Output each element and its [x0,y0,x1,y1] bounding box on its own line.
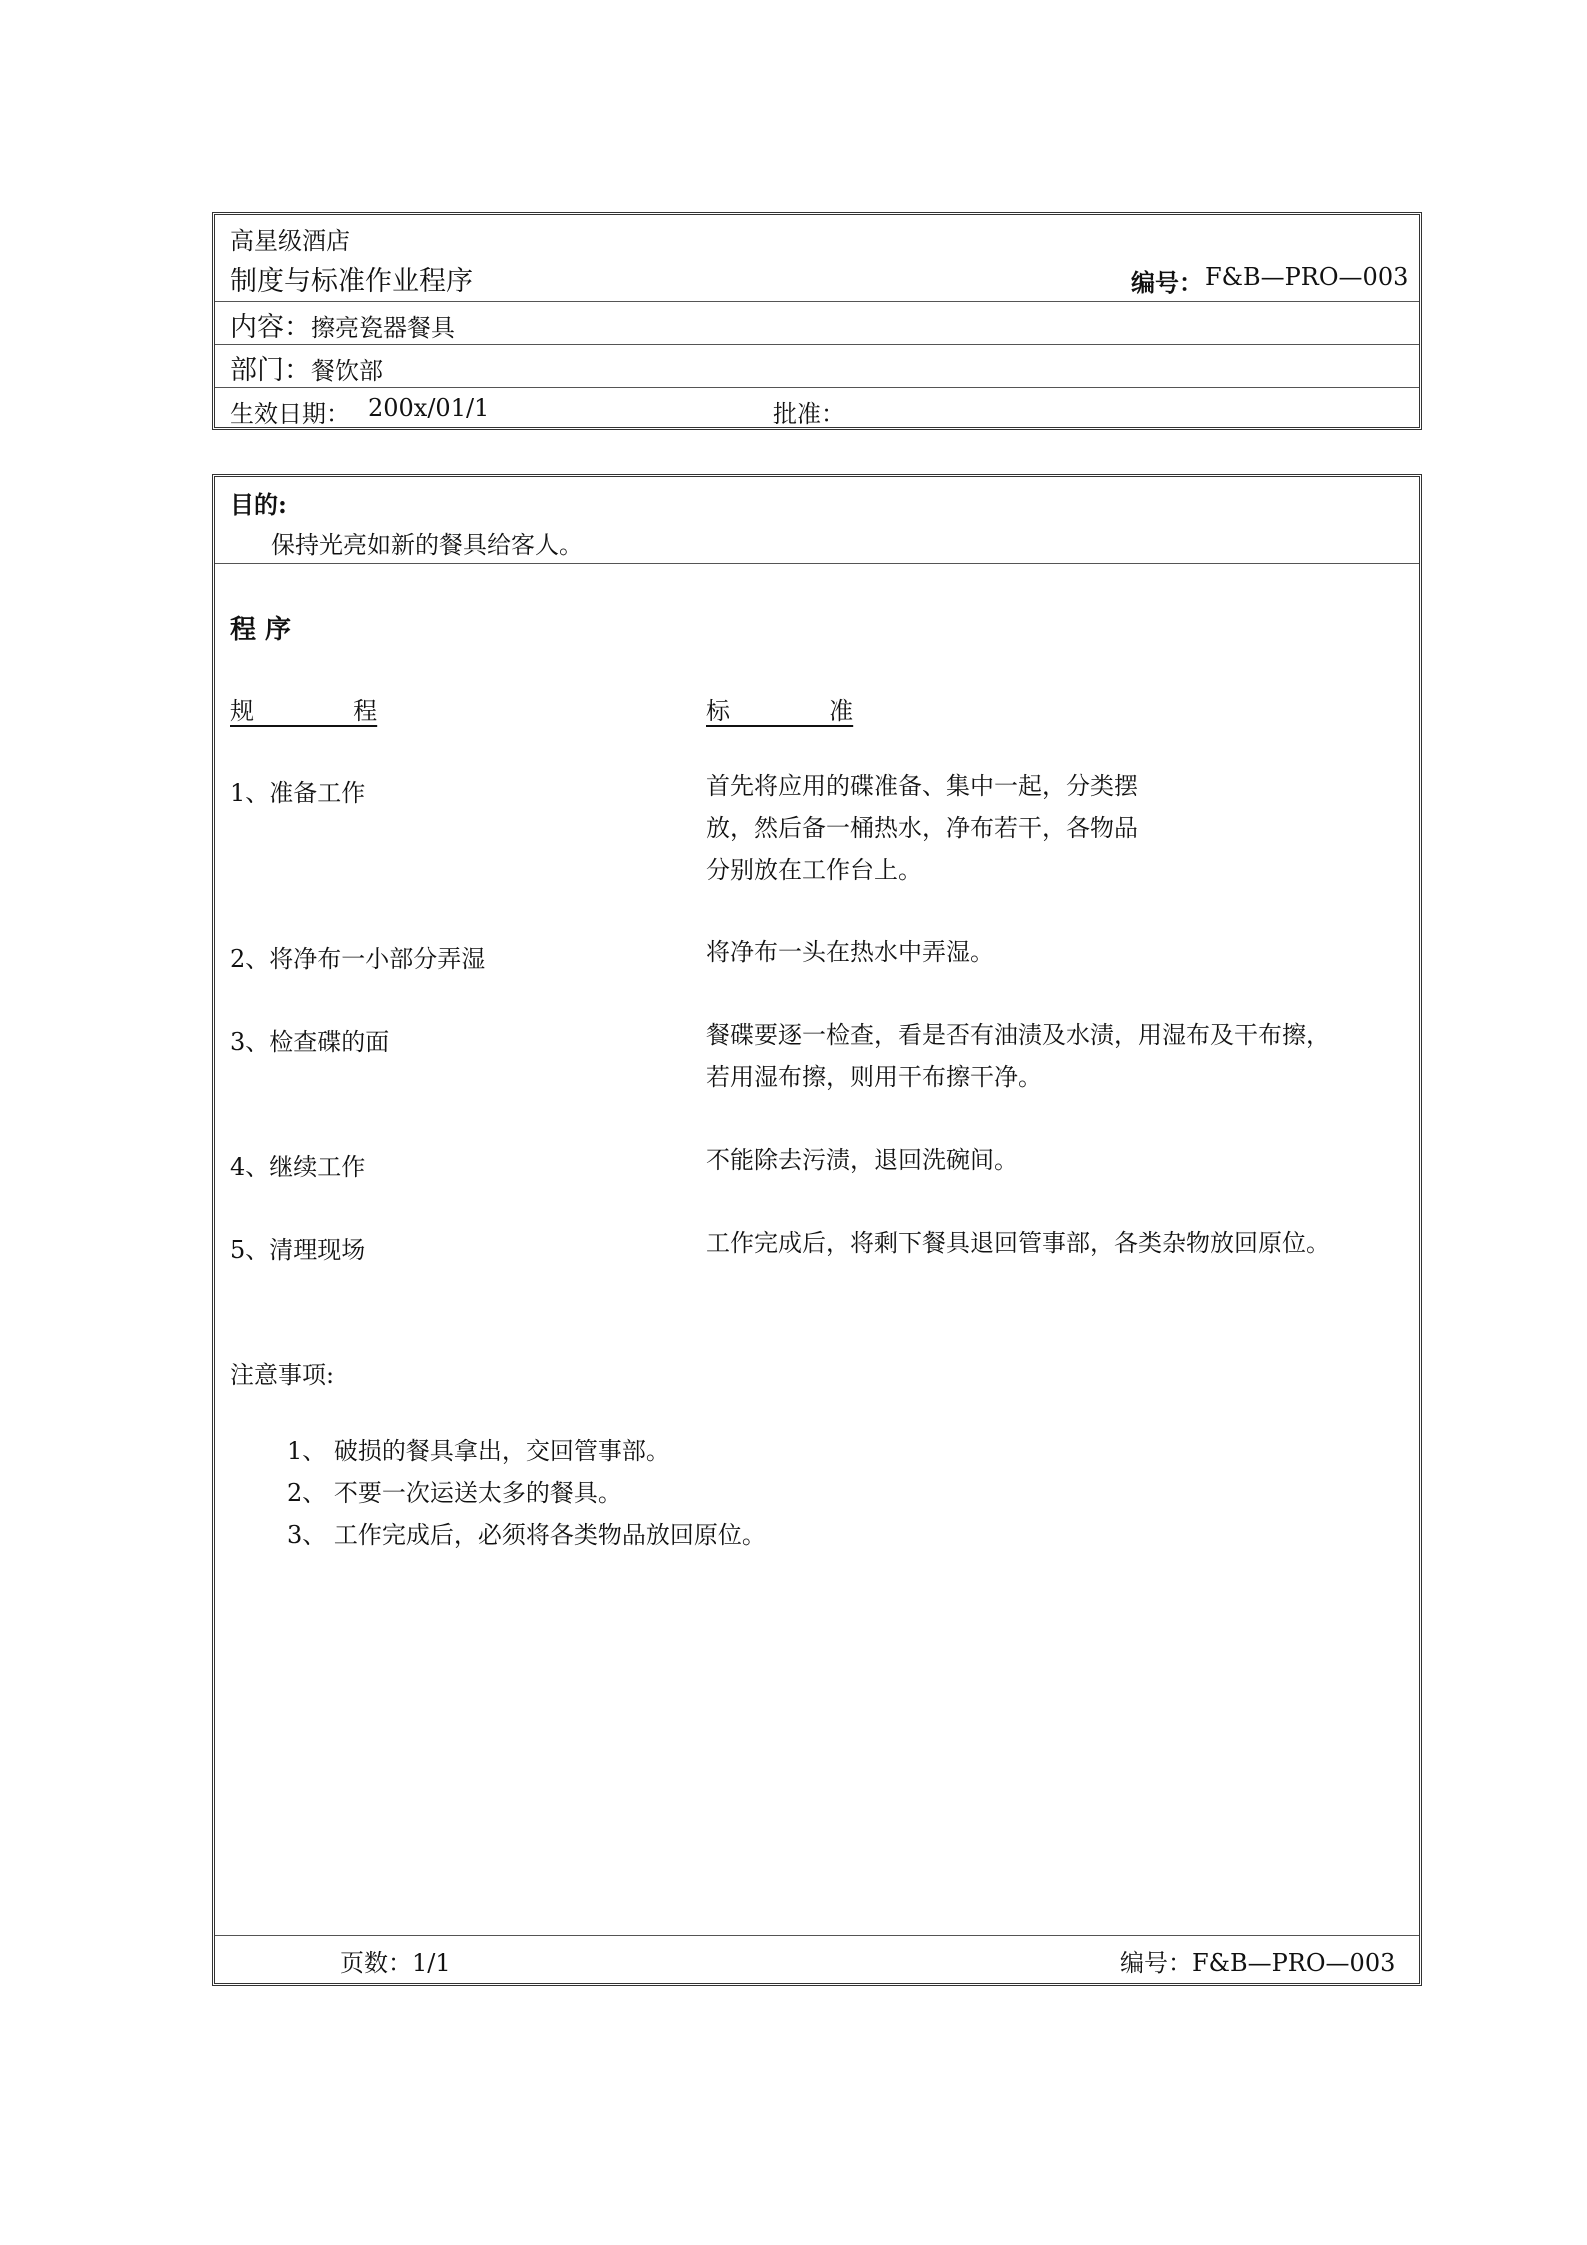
procedure-title: 程 序 [230,615,292,645]
notes-list [287,1430,766,1556]
doc-type-title: 制度与标准作业程序 [230,266,473,297]
effective-label: 生效日期： [230,400,350,428]
step-4: 4、继续工作 [230,1153,366,1181]
header-box [212,212,1422,430]
content-value: 擦亮瓷器餐具 [311,314,455,342]
step-2-standard [706,931,994,973]
footer-doc-code: 编号：F&B—PRO—003 [1120,1949,1396,1977]
procedure-box [212,474,1422,1986]
col-header-standard: 标 准 [706,697,854,725]
step-1-standard [706,765,1138,891]
effective-row [215,387,1419,430]
step-1-standard-line-3: 分别放在工作台上。 [706,856,922,884]
footer-divider [215,1935,1419,1936]
step-5-standard [706,1222,1330,1264]
notes-title: 注意事项: [230,1361,335,1389]
dept-value: 餐饮部 [311,357,383,385]
note-item: 3、 工作完成后，必须将各类物品放回原位。 [287,1521,766,1549]
doc-code-label: 编号： [1131,268,1203,297]
header-title-row [215,215,1419,302]
hotel-name: 高星级酒店 [230,227,350,255]
step-2-standard-line-1: 将净布一头在热水中弄湿。 [706,938,994,966]
purpose-text: 保持光亮如新的餐具给客人。 [271,531,583,559]
step-3-standard-line-2: 若用湿布擦，则用干布擦干净。 [706,1063,1042,1091]
approve-label: 批准： [773,400,845,428]
step-1-standard-line-2: 放，然后备一桶热水，净布若干，各物品 [706,814,1138,842]
col-header-step: 规 程 [230,697,378,725]
step-2: 2、将净布一小部分弄湿 [230,945,486,973]
doc-code: F&B—PRO—003 [1205,263,1409,291]
content-label: 内容： [230,312,311,343]
step-1: 1、准备工作 [230,779,366,807]
effective-date: 200x/01/1 [368,394,490,422]
note-item: 1、 破损的餐具拿出，交回管事部。 [287,1437,670,1465]
step-3-standard [706,1014,1330,1098]
dept-label: 部门： [230,355,311,386]
step-5: 5、清理现场 [230,1236,366,1264]
step-4-standard-line-1: 不能除去污渍，退回洗碗间。 [706,1146,1018,1174]
step-4-standard [706,1139,1018,1181]
step-5-standard-line-1: 工作完成后，将剩下餐具退回管事部，各类杂物放回原位。 [706,1229,1330,1257]
purpose-label: 目的: [230,490,287,519]
step-1-standard-line-1: 首先将应用的碟准备、集中一起，分类摆 [706,772,1138,800]
note-item: 2、 不要一次运送太多的餐具。 [287,1479,622,1507]
step-3: 3、检查碟的面 [230,1028,390,1056]
dept-row [215,344,1419,388]
purpose-divider [215,563,1419,564]
content-row [215,301,1419,345]
step-3-standard-line-1: 餐碟要逐一检查，看是否有油渍及水渍，用湿布及干布擦， [706,1021,1330,1049]
page-count: 页数：1/1 [340,1949,451,1977]
